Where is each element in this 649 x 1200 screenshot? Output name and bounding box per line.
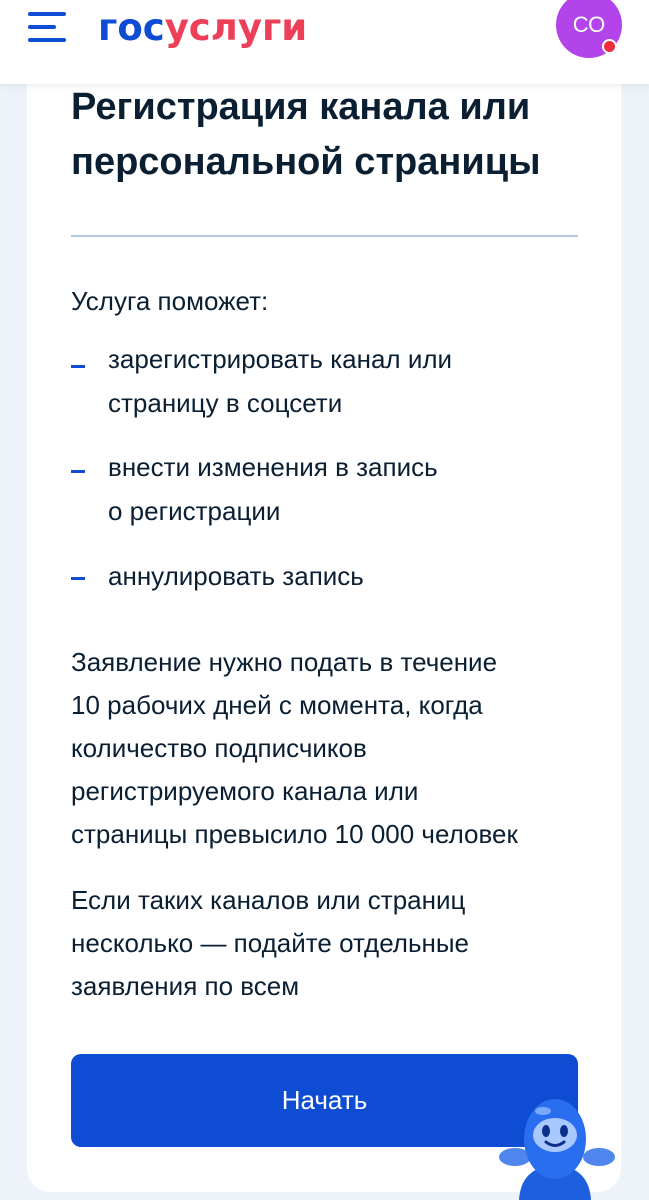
paragraph-line: страницы превысило 10 000 человек xyxy=(71,819,518,849)
start-button[interactable]: Начать xyxy=(71,1054,578,1147)
logo-part-gos: гос xyxy=(98,6,165,49)
logo-part-uslugi: услуги xyxy=(164,6,308,49)
paragraph-line: количество подписчиков xyxy=(71,733,367,763)
multiple-channels-paragraph xyxy=(71,879,469,1008)
page-title xyxy=(71,80,591,190)
bullet-dash xyxy=(71,577,85,580)
paragraph-line: 10 рабочих дней с момента, когда xyxy=(71,690,483,720)
service-card xyxy=(27,60,621,1192)
title-divider xyxy=(71,235,578,237)
bullet-line: внести изменения в запись xyxy=(108,452,438,482)
paragraph-line: Заявление нужно подать в течение xyxy=(71,647,498,677)
bullet-item xyxy=(108,445,438,533)
bullet-item xyxy=(108,554,364,598)
bullet-line: о регистрации xyxy=(108,496,281,526)
top-header xyxy=(0,0,649,84)
paragraph-line: Если таких каналов или страниц xyxy=(71,885,466,915)
bullet-line: зарегистрировать канал или xyxy=(108,344,453,374)
bullet-line: страницу в соцсети xyxy=(108,388,343,418)
robot-assistant-icon[interactable] xyxy=(495,1093,615,1200)
bullet-dash xyxy=(71,365,85,368)
bullet-item xyxy=(108,337,452,425)
bullet-dash xyxy=(71,470,85,473)
page-title-line: персональной страницы xyxy=(71,141,541,183)
notification-dot xyxy=(602,39,617,54)
page-title-line: Регистрация канала или xyxy=(71,86,531,128)
paragraph-line: регистрируемого канала или xyxy=(71,776,419,806)
paragraph-line: заявления по всем xyxy=(71,971,300,1001)
intro-text: Услуга поможет: xyxy=(71,286,269,316)
paragraph-line: несколько — подайте отдельные xyxy=(71,928,470,958)
user-avatar[interactable]: СО xyxy=(556,0,622,58)
deadline-paragraph xyxy=(71,641,518,856)
gosuslugi-logo[interactable] xyxy=(98,4,307,52)
bullet-line: аннулировать запись xyxy=(108,561,364,591)
hamburger-menu-icon[interactable] xyxy=(28,12,66,42)
